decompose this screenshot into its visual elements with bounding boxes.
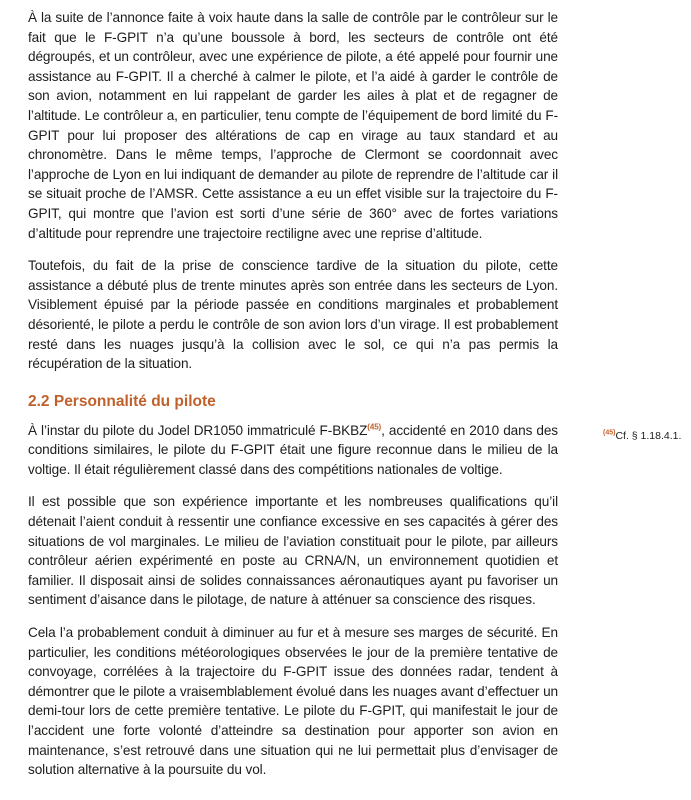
margin-footnote-number: (45) bbox=[603, 429, 616, 437]
paragraph-text-before-note: À l’instar du pilote du Jodel DR1050 immatriculé F-BKBZ bbox=[28, 422, 368, 438]
paragraph-controller-assistance: À la suite de l’annonce faite à voix haute dans la salle de contrôle par le contrôleur sur le fait que le F-GPIT n’a qu’une boussole à bord, les secteurs de contrôle ont été dégroupés, et un contrôleur, avec une expérience de pilote, a été appelé pour fournir une assistance au F-GPIT. Il a cherché à calmer le pilote, et l’a aidé à garder le contrôle de son avion, notamment en lui rappelant de garder les ailes à plat et de regagner de l’altitude. Le contrôleur a, en particulier, tenu compte de l’équipement de bord limité du F-GPIT pour lui proposer des altérations de cap en virage au taux standard et au chronomètre. Dans le même temps, l’approche de Clermont se coordonnait avec l’approche de Lyon en lui indiquant de demander au pilote de reprendre de l’altitude car il se situait proche de l’AMSR. Cette assistance a eu un effet visible sur la trajectoire du F-GPIT, qui montre que l’avion est sorti d’une série de 360° avec de fortes variations d’altitude pour reprendre une trajectoire rectiligne avec une reprise d’altitude. bbox=[28, 10, 558, 241]
main-text-column bbox=[28, 8, 558, 793]
margin-footnote-text: Cf. § 1.18.4.1. bbox=[615, 430, 682, 442]
paragraph-overconfidence: Il est possible que son expérience importante et les nombreuses qualifications qu’il détenait l’aient conduit à ressentir une confiance excessive en ses capacités à gérer des situations de vol marginales. Le milieu de l’aviation constituait pour le pilote, par ailleurs contrôleur aérien expérimenté en poste au CRNA/N, un environnement quotidien et familier. Il disposait ainsi de solides connaissances aéronautiques ayant pu favoriser un sentiment d’aisance dans le pilotage, de nature à atténuer sa conscience des risques. bbox=[28, 494, 558, 608]
paragraph-late-assistance: Toutefois, du fait de la prise de conscience tardive de la situation du pilote, cette assistance a débuté plus de trente minutes après son entrée dans les secteurs de Lyon. Visiblement épuisé par la période passée en conditions marginales et probablement désorienté, le pilote a perdu le contrôle de son avion lors d’un virage. Il est probablement resté dans les nuages jusqu’à la collision avec le sol, ce qui n’a pas permis la récupération de la situation. bbox=[28, 258, 558, 372]
footnote-reference[interactable]: (45) bbox=[367, 422, 382, 432]
margin-footnote bbox=[603, 429, 681, 443]
paragraph-safety-margins: Cela l’a probablement conduit à diminuer au fur et à mesure ses marges de sécurité. En particulier, les conditions météorologiques observées le jour de la première tentative de convoyage, corrélées à la trajectoire du F-GPIT issue des données radar, tendent à démontrer que le pilote a vraisemblablement évolué dans les nuages avant d’effectuer un demi-tour lors de cette première tentative. Le pilote du F-GPIT, qui manifestait le jour de l’accident une forte volonté d’atteindre sa destination pour apporter son avion en maintenance, s’est retrouvé dans une situation qui ne lui permettait plus d’envisager de solution alternative à la poursuite du vol. bbox=[28, 625, 558, 778]
section-heading: 2.2 Personnalité du pilote bbox=[28, 392, 216, 410]
paragraph-text-after-note: , accidenté en 2010 dans des conditions similaires, le pilote du F-GPIT était une figure reconnue dans le milieu de la voltige. Il était régulièrement classé dans des compétitions nationales de voltige. bbox=[28, 422, 558, 477]
paragraph-pilot-reputation bbox=[28, 421, 558, 480]
